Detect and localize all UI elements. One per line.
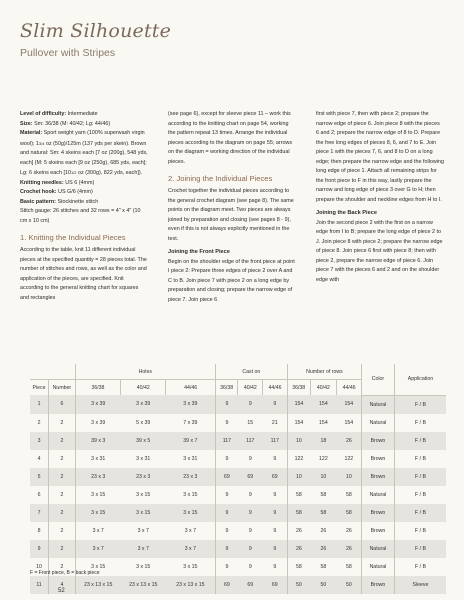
- table-cell: F / B: [394, 395, 446, 414]
- table-cell: 8: [30, 522, 49, 540]
- table-cell: 10: [337, 468, 362, 486]
- table-cell: 6: [30, 486, 49, 504]
- table-cell: 50: [310, 576, 337, 594]
- table-cell: 18: [310, 432, 337, 450]
- table-cell: 4: [49, 576, 76, 594]
- table-cell: F / B: [394, 540, 446, 558]
- table-cell: 23 x 3: [121, 468, 166, 486]
- table-cell: 3 x 15: [166, 558, 215, 576]
- table-cell: 2: [49, 504, 76, 522]
- table-cell: 3 x 7: [121, 540, 166, 558]
- table-cell: 26: [337, 432, 362, 450]
- table-cell: 23 x 13 x 15: [121, 576, 166, 594]
- table-cell: 4: [30, 450, 49, 468]
- table-cell: 69: [238, 576, 263, 594]
- table-cell: 9: [238, 504, 263, 522]
- table-cell: 9: [248, 563, 252, 570]
- table-cell: 2: [49, 522, 76, 540]
- header-size: 44/46: [263, 380, 288, 396]
- table-cell: 9: [263, 540, 288, 558]
- table-cell: 9: [248, 527, 252, 534]
- table-cell: 58: [296, 563, 302, 570]
- table-cell: 9: [225, 455, 229, 462]
- table-row: [30, 486, 446, 504]
- table-cell: 3 x 15: [121, 504, 166, 522]
- table-cell: 3 x 39: [166, 395, 215, 414]
- table-row: [30, 395, 446, 414]
- table-cell: F / B: [394, 504, 446, 522]
- table-row: [30, 504, 446, 522]
- spec-material: Material: Sport weight yarn (100% superwash virgin wool); 13/4 oz (50g)/125m (137 yds per skein). Brown and natural: Sm: 4 skeins each [7 oz (200g), 548 yds, each] (M: 5 skeins each [9 oz (250g), 685 yds, each]; Lg: 6 skeins each [101/2 oz (300g), 822 yds, each]).: [20, 130, 148, 176]
- table-cell: Brown: [361, 504, 394, 522]
- table-cell: 58: [310, 504, 337, 522]
- table-cell: 3 x 39: [75, 395, 120, 414]
- table-cell: 23 x 13 x 15: [166, 576, 215, 594]
- table-cell: 69: [263, 576, 288, 594]
- table-cell: 3 x 7: [166, 522, 215, 540]
- table-cell: 2: [49, 540, 76, 558]
- text-column-2: [168, 110, 296, 305]
- table-cell: F / B: [414, 419, 426, 426]
- section-body-1: According to the table, knit 11 different individual pieces at the specified quantity = 28 pieces total. The number of stitches and rows, as well as the color and application of the pieces, are specified. Knit according to the general knitting chart for squares and rectangles: [20, 247, 147, 301]
- table-cell: 10: [287, 468, 310, 486]
- section-heading-1: 1. Knitting the Individual Pieces: [20, 233, 126, 242]
- table-cell: 9: [215, 504, 238, 522]
- back-body: Join the second piece 2 with the first on a narrow edge from I to B; prepare the long edge of piece 2 to J. Join piece 8 with piece 2; prepare the narrow edge of piece 8. Join piece 6 first with piece 8; then with piece 2, prepare the narrow edge of piece 6. Join piece 7 with the pieces 6 and 2 and on the shoulder edge with: [316, 219, 443, 283]
- table-cell: 3 x 15: [166, 504, 215, 522]
- table-cell: 5: [30, 468, 49, 486]
- table-cell: F / B: [394, 432, 446, 450]
- header-size: 36/38: [287, 380, 310, 396]
- table-cell: 2: [49, 450, 76, 468]
- table-cell: 9: [263, 504, 288, 522]
- table-cell: 7: [30, 504, 49, 522]
- header-application: Application: [394, 364, 446, 395]
- table-cell: Natural: [361, 486, 394, 504]
- header-size: 40/42: [121, 380, 166, 396]
- table-row: [30, 468, 446, 486]
- header-size: 40/42: [238, 380, 263, 396]
- header-size: 44/46: [166, 380, 215, 396]
- table-cell: 9: [263, 395, 288, 414]
- table-cell: 3 x 7: [166, 540, 215, 558]
- table-cell: 26: [337, 540, 362, 558]
- table-row: [30, 576, 446, 594]
- table-cell: Sleeve: [394, 576, 446, 594]
- table-cell: 58: [337, 486, 362, 504]
- table-cell: 2: [49, 468, 76, 486]
- table-cell: F / B: [414, 491, 426, 498]
- table-cell: 58: [337, 504, 362, 522]
- table-cell: 3 x 7: [92, 527, 104, 534]
- table-cell: 9: [215, 395, 238, 414]
- table-cell: 3 x 15: [136, 491, 151, 498]
- spec-pattern: Basic pattern: Stockinette stitch: [20, 198, 99, 205]
- page-subtitle: Pullover with Stripes: [20, 47, 116, 59]
- table-cell: 58: [320, 491, 327, 498]
- table-cell: 122: [319, 455, 328, 462]
- table-cell: 154: [310, 395, 337, 414]
- table-cell: Brown: [361, 576, 394, 594]
- table-cell: Brown: [361, 450, 394, 468]
- table-cell: 3 x 39: [91, 419, 106, 426]
- table-cell: 3 x 15: [136, 563, 151, 570]
- table-cell: 9: [263, 522, 288, 540]
- table-cell: F / B: [414, 455, 426, 462]
- front-body-cont: first with piece 7, then with piece 2; prepare the narrow edge of piece 6. Join piece 8 with the pieces 6 and 2; prepare the narrow edge of 8 to D. Prepare the free long edges of pieces 8, 6, and 7 to E. Join piece 1 with the pieces 7, 6, and 8 to D on a long edge; then prepare the narrow edge and the following long edge of piece 1. Attach all remaining strips for the front piece to F in this way, lastly prepare the narrow and long edge of piece 3 over G to H; then prepare the shoulder and neckline edges from H to I.: [316, 111, 444, 203]
- table-cell: 9: [225, 527, 229, 534]
- table-cell: 9: [215, 540, 238, 558]
- table-row: [30, 522, 446, 540]
- table-cell: 154: [337, 414, 362, 432]
- table-cell: 9: [248, 491, 252, 498]
- table-row: [30, 414, 446, 432]
- subheading-back: Joining the Back Piece: [316, 210, 377, 216]
- table-cell: 9: [225, 563, 229, 570]
- page-title: Slim Silhouette: [20, 20, 172, 42]
- table-cell: 154: [337, 395, 362, 414]
- table-cell: 50: [287, 576, 310, 594]
- table-cell: 117: [215, 432, 238, 450]
- header-size: 36/38: [75, 380, 120, 396]
- table-cell: 3 x 15: [75, 504, 120, 522]
- spec-gauge: Stitch gauge: 26 stitches and 32 rows = 4" x 4" (10 cm x 10 cm): [20, 208, 141, 224]
- table-cell: Brown: [361, 468, 394, 486]
- spec-hook: Crochet hook: US G/6 (4mm): [20, 189, 93, 195]
- table-cell: 2: [49, 414, 76, 432]
- table-cell: 3 x 39: [121, 395, 166, 414]
- table-cell: 26: [310, 540, 337, 558]
- table-group-header: [30, 364, 446, 380]
- table-cell: 10: [287, 432, 310, 450]
- table-cell: 9: [238, 540, 263, 558]
- header-color: Color: [361, 364, 394, 395]
- table-cell: 58: [287, 504, 310, 522]
- table-cell: 9: [248, 455, 252, 462]
- table-cell: F / B: [414, 563, 426, 570]
- table-cell: 9: [263, 486, 288, 504]
- table-cell: 26: [320, 527, 327, 534]
- table-cell: 6: [49, 395, 76, 414]
- table-cell: 26: [287, 540, 310, 558]
- table-cell: 117: [263, 432, 288, 450]
- table-row: [30, 432, 446, 450]
- table-cell: 2: [49, 486, 76, 504]
- table-cell: 122: [337, 450, 362, 468]
- table-cell: Natural: [361, 395, 394, 414]
- table-cell: 3 x 15: [91, 563, 106, 570]
- text-column-3: [316, 110, 444, 285]
- table-cell: 58: [320, 563, 327, 570]
- table-cell: Brown: [361, 432, 394, 450]
- table-footnote: F = Front piece, B = back piece: [30, 570, 100, 576]
- table-cell: 5 x 39: [136, 419, 151, 426]
- header-rows: Number of rows: [287, 364, 361, 380]
- table-cell: 58: [337, 558, 362, 576]
- table-cell: 117: [238, 432, 263, 450]
- table-cell: 3 x 7: [137, 527, 149, 534]
- table-cell: 122: [294, 455, 304, 462]
- table-cell: Natural: [361, 414, 394, 432]
- table-cell: 2: [30, 414, 49, 432]
- header-size: 36/38: [215, 380, 238, 396]
- table-cell: 7 x 39: [166, 414, 215, 432]
- table-row: [30, 450, 446, 468]
- table-cell: 9: [263, 558, 288, 576]
- table-cell: 50: [337, 576, 362, 594]
- table-cell: 10: [310, 468, 337, 486]
- section-body-2: Crochet together the individual pieces according to the general crochet diagram (see page 8). The same points on the diagram meet. Two pieces are always joined by preparation and closing (see pages 8 - 9), even if this is not always explicitly mentioned in the text.: [168, 188, 294, 242]
- spec-difficulty: Level of difficulty: Intermediate: [20, 111, 98, 117]
- table-cell: F / B: [414, 527, 426, 534]
- header-number: Number: [49, 380, 76, 396]
- spec-size: Size: Sm: 36/38 (M: 40/42; Lg: 44/46): [20, 120, 111, 127]
- table-cell: 3 x 31: [166, 450, 215, 468]
- page-number: 52: [58, 588, 65, 594]
- table-cell: 23 x 3: [75, 468, 120, 486]
- table-cell: 3 x 31: [91, 455, 106, 462]
- table-cell: F / B: [394, 468, 446, 486]
- table-cell: 69: [215, 576, 238, 594]
- table-cell: 23 x 13 x 15: [75, 576, 120, 594]
- table-cell: 2: [49, 558, 76, 576]
- spec-needles: Knitting needles: US 6 (4mm): [20, 179, 95, 186]
- table-cell: 2: [49, 432, 76, 450]
- section-body-1-cont: (see page 6), except for sleeve piece 11 – work this according to the knitting chart on page 54, working the pattern repeat 13 times. Arrange the individual pieces according to the diagram on page 55; arrows on the diagram = working direction of the individual pieces.: [168, 111, 293, 165]
- table-cell: 3 x 31: [136, 455, 151, 462]
- table-cell: 3 x 15: [91, 491, 106, 498]
- table-cell: Natural: [361, 540, 394, 558]
- table-cell: 3 x 7: [75, 540, 120, 558]
- table-cell: 26: [296, 527, 302, 534]
- table-cell: 154: [319, 419, 328, 426]
- header-size: 44/46: [337, 380, 362, 396]
- table-cell: 69: [238, 468, 263, 486]
- table-cell: 21: [263, 414, 288, 432]
- table-cell: Brown: [361, 522, 394, 540]
- table-cell: 1: [30, 395, 49, 414]
- table-cell: Natural: [361, 558, 394, 576]
- table-cell: 58: [296, 491, 302, 498]
- table-body: [30, 395, 446, 594]
- header-cast-on: Cast on: [215, 364, 287, 380]
- table-cell: 15: [247, 419, 254, 426]
- table-cell: 11: [30, 576, 49, 594]
- front-body: Begin on the shoulder edge of the front piece at point I piece 2: Prepare three edges of piece 2 over A and C to B. Join piece 7 with piece 2 on a long edge by preparation and closing; prepare the narrow edge of piece 7. Join piece 6: [168, 258, 295, 303]
- table-cell: 9: [263, 450, 288, 468]
- table-cell: 9: [225, 419, 229, 426]
- header-size: 40/42: [310, 380, 337, 396]
- table-cell: 3 x 15: [166, 486, 215, 504]
- table-cell: 9: [225, 491, 229, 498]
- table-cell: 9: [30, 540, 49, 558]
- text-column-1: [20, 110, 148, 303]
- table-row: [30, 540, 446, 558]
- section-heading-2: 2. Joining the Individual Pieces: [168, 174, 273, 183]
- table-cell: 10: [30, 558, 49, 576]
- table-cell: 69: [215, 468, 238, 486]
- table-cell: 154: [294, 419, 304, 426]
- header-holes: Holes: [75, 364, 215, 380]
- table-cell: 39 x 7: [166, 432, 215, 450]
- table-cell: 154: [287, 395, 310, 414]
- table-cell: 23 x 3: [166, 468, 215, 486]
- table-cell: 9: [238, 395, 263, 414]
- table-cell: 39 x 3: [75, 432, 120, 450]
- pieces-table: [30, 364, 446, 594]
- table-cell: 26: [337, 522, 362, 540]
- header-piece: Piece: [30, 380, 49, 396]
- table-cell: 3: [30, 432, 49, 450]
- subheading-front: Joining the Front Piece: [168, 249, 230, 255]
- table-cell: 69: [263, 468, 288, 486]
- table-cell: 39 x 5: [121, 432, 166, 450]
